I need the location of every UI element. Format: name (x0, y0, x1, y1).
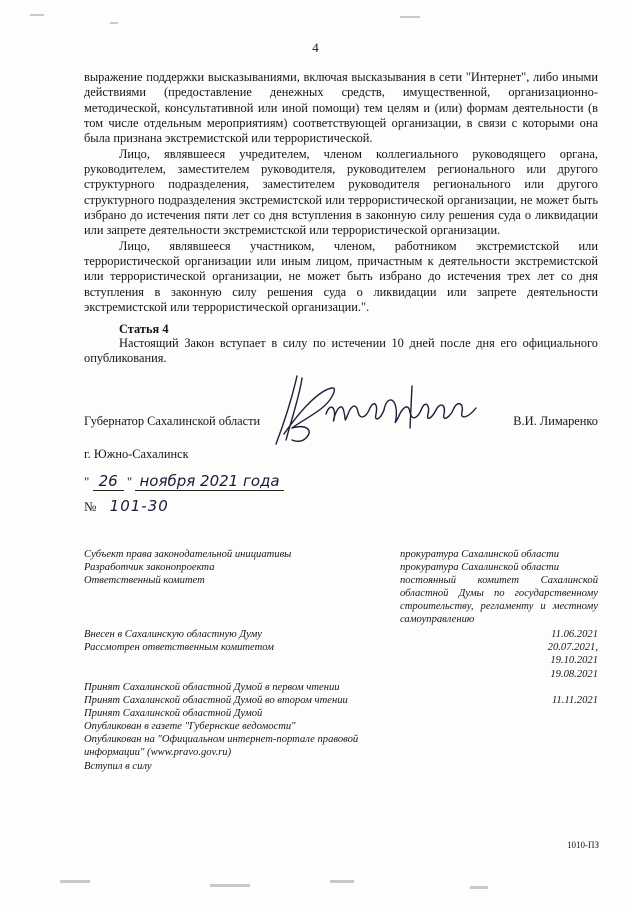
history-date-first-reading: 19.08.2021 (550, 669, 598, 680)
history-label: Принят Сахалинской областной Думой в первом чтении (84, 682, 340, 693)
meta-label: Ответственный комитет (84, 575, 205, 587)
meta-value: постоянный комитет Сахалинской областной Думы по государственному строительству, регламенту и местному самоуправлению (400, 575, 598, 626)
scan-noise (400, 16, 420, 18)
history-date: 11.06.2021 (551, 629, 598, 640)
meta-label: Разработчик законопроекта (84, 562, 215, 574)
history-dates-1 (548, 628, 598, 667)
scan-noise (110, 22, 118, 24)
meta-values (400, 548, 598, 627)
date-month-year: ноября 2021 года (135, 472, 283, 491)
number-value: 101-30 (109, 497, 169, 515)
city-line: г. Южно-Сахалинск (84, 447, 189, 461)
signing-date (84, 472, 284, 490)
governor-name: В.И. Лимаренко (513, 414, 598, 428)
law-text (84, 70, 598, 316)
history-label: Опубликован на "Официальном интернет-портале правовой информации" (www.pravo.gov.ru) (84, 734, 359, 759)
history-label: Внесен в Сахалинскую областную Думу (84, 629, 262, 640)
article-title: Статья 4 (119, 322, 169, 336)
scan-noise (60, 880, 90, 883)
scan-noise (30, 14, 44, 16)
meta-value: прокуратура Сахалинской области (400, 562, 560, 574)
meta-value: прокуратура Сахалинской области (400, 549, 560, 560)
history-label: Принят Сахалинской областной Думой (84, 708, 263, 720)
history-label: Рассмотрен ответственным комитетом (84, 642, 274, 654)
paragraph: Лицо, являвшееся учредителем, членом коллегиального руководящего органа, руководителем, заместителем руководителя, руководителем регионального или другого структурного подразделения, заместителем руководителя регионального или другого структурного подразделения экстремистской или террористической организации, не может быть избрано до истечения пяти лет со дня вступления в законную силу решения суда о ликвидации или запрете деятельности экстремистской или террористической организации. (84, 146, 598, 238)
history-labels-2 (84, 681, 384, 773)
date-open-quote: " (84, 474, 90, 489)
date-close-quote: " (126, 474, 133, 489)
history-date: 20.07.2021, (547, 642, 598, 654)
date-day: 26 (93, 472, 124, 491)
meta-labels (84, 548, 291, 587)
meta-label: Субъект права законодательной инициативы (84, 549, 292, 560)
scan-noise (330, 880, 354, 883)
governor-title: Губернатор Сахалинской области (84, 414, 261, 428)
scan-noise (470, 886, 488, 889)
history-label: Вступил в силу (84, 760, 152, 772)
history-date-adopted: 11.11.2021 (551, 695, 598, 706)
history-label: Принят Сахалинской областной Думой во втором чтении (84, 695, 348, 707)
history-date: 19.10.2021 (550, 655, 598, 667)
page-number: 4 (312, 40, 319, 55)
number-sign: № (84, 499, 97, 514)
governor-signature (262, 368, 492, 448)
history-labels-1 (84, 628, 274, 654)
registry-code: 1010-ПЗ (566, 840, 599, 850)
history-label: Опубликован в газете "Губернские ведомости" (84, 721, 296, 733)
scan-noise (210, 884, 250, 887)
paragraph: выражение поддержки высказываниями, включая высказывания в сети "Интернет", либо иными действиями (предоставление денежных средств, имущественной, организационно-методической, консультативной или иной помощи) тем целям и (или) формам деятельности (в том числе отдельным мероприятиям) соответствующей организации, в связи с которыми она была признана экстремистской или террористической. (84, 70, 598, 146)
article-text: Настоящий Закон вступает в силу по истечении 10 дней после дня его официального опубликования. (84, 336, 598, 366)
paragraph: Лицо, являвшееся участником, членом, работником экстремистской или террористической организации или иным лицом, причастным к деятельности экстремистской или террористической организации, не может быть избрано до истечения трех лет со дня вступления в законную силу решения суда о ликвидации или запрете деятельности экстремистской или террористической организации.". (84, 238, 598, 315)
law-number (84, 497, 169, 515)
